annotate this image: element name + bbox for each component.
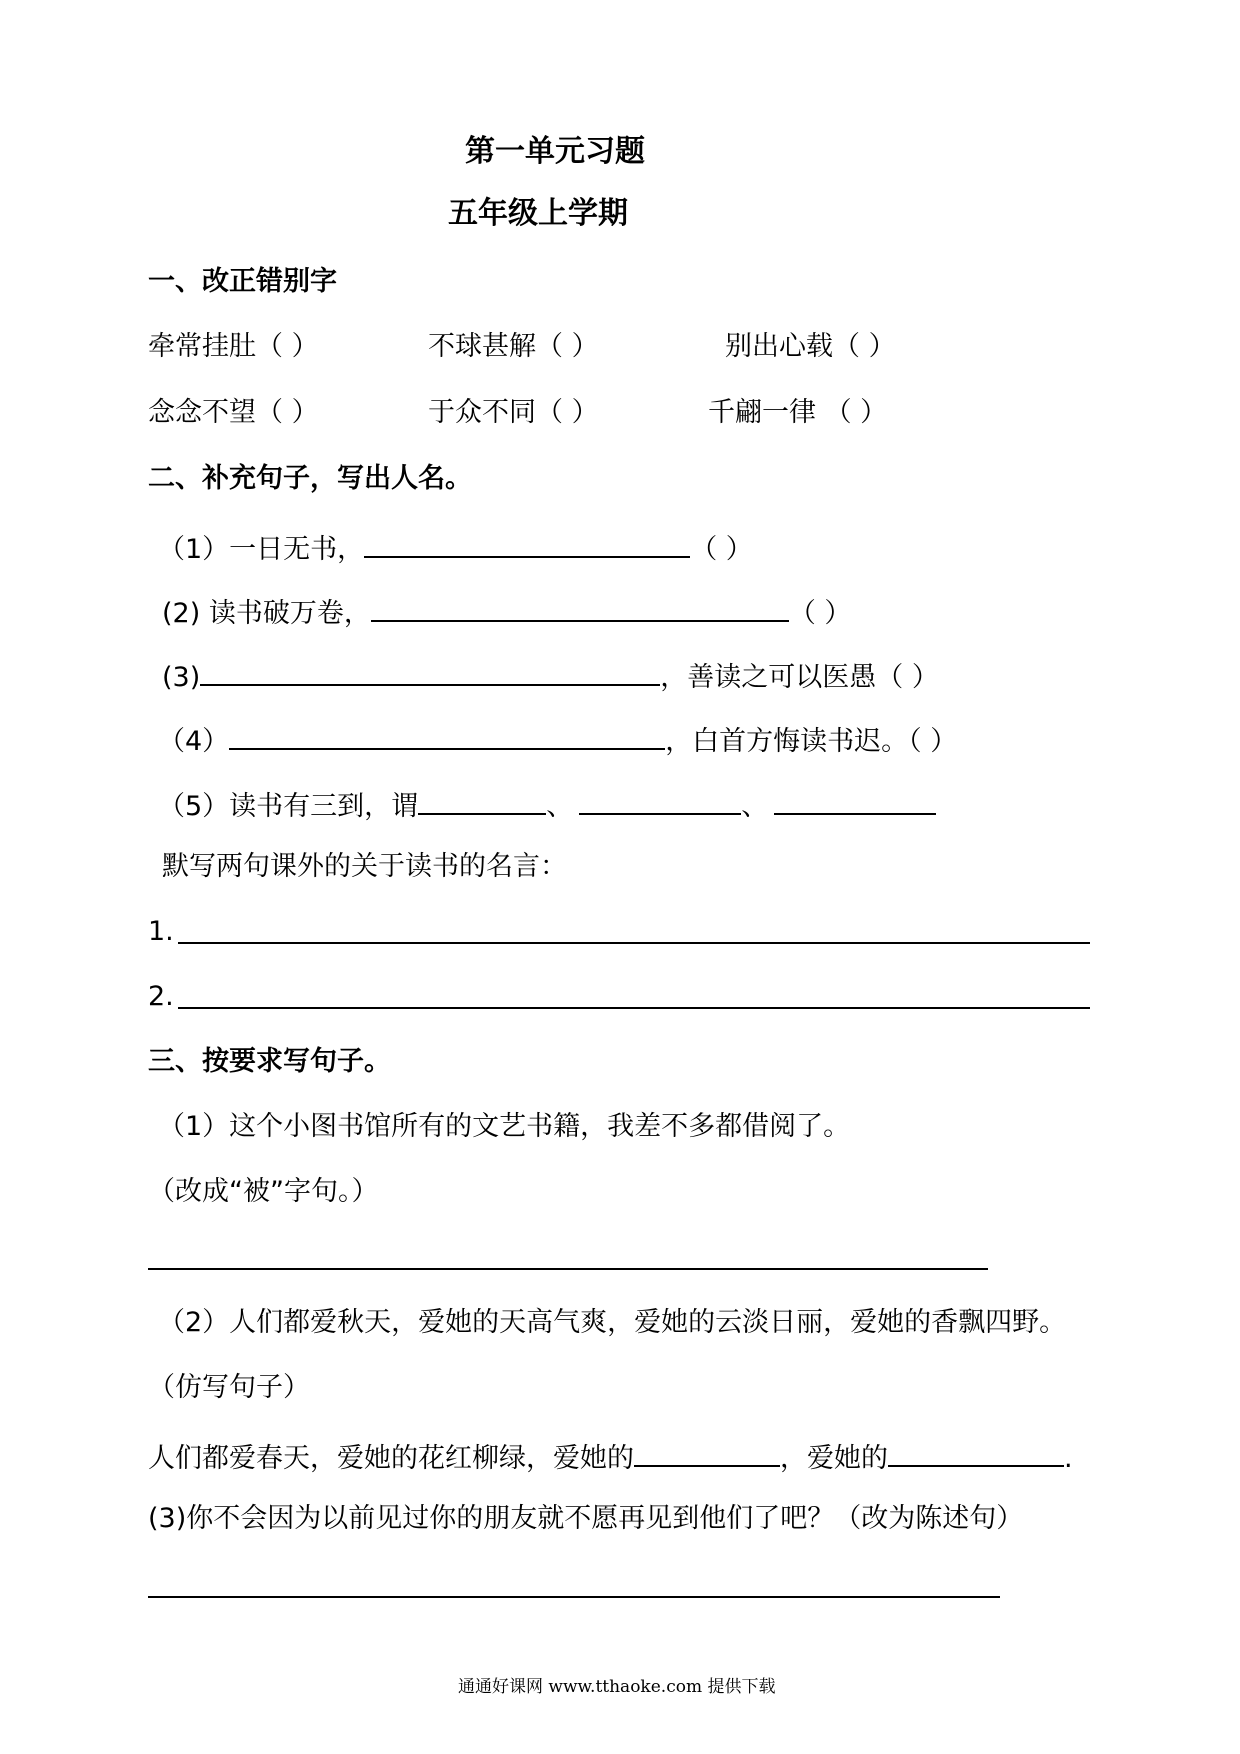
answer-line[interactable] [178,1007,1090,1009]
fill-item-5-sep2: 、 [741,791,769,822]
answer-blank[interactable] [634,1437,780,1467]
answer-line[interactable] [178,942,1090,944]
fill-item-3 [162,656,939,695]
quote-2-label: 2. [148,981,174,1012]
fill-item-1-prefix: （1）一日无书， [158,534,365,565]
section3-heading: 三、按要求写句子。 [148,1046,391,1077]
section1-heading: 一、改正错别字 [148,266,337,297]
question-2-model-end: . [1064,1443,1073,1474]
fill-item-3-prefix: (3) [162,662,201,693]
answer-blank[interactable] [371,592,789,622]
answer-blank[interactable] [888,1437,1064,1467]
typo-item-1: 牵常挂肚（ ） [148,331,319,362]
fill-item-1 [158,528,753,567]
question-1-requirement: （改成“被”字句。） [148,1176,379,1207]
fill-item-2 [162,592,851,631]
question-2-model-part1: 人们都爱春天，爱她的花红柳绿，爱她的 [148,1443,634,1474]
typo-item-6: 千翩一律 （ ） [708,397,888,428]
fill-item-1-suffix: （ ） [690,534,753,565]
fill-item-4-suffix: ，白首方悔读书迟。（ ） [665,726,958,757]
typo-item-3: 别出心载（ ） [725,331,896,362]
answer-blank[interactable] [364,528,690,558]
fill-item-4-prefix: （4） [158,726,230,757]
fill-item-5-prefix: （5）读书有三到，谓 [158,791,419,822]
fill-item-5 [158,785,936,824]
question-1: （1）这个小图书馆所有的文艺书籍，我差不多都借阅了。 [158,1111,851,1142]
answer-blank[interactable] [200,656,660,686]
section2-heading: 二、补充句子，写出人名。 [148,463,472,494]
quotes-prompt: 默写两句课外的关于读书的名言： [162,851,567,882]
page-title: 第一单元习题 [465,134,645,169]
answer-blank[interactable] [418,785,546,815]
question-2: （2）人们都爱秋天，爱她的天高气爽，爱她的云淡日丽，爱她的香飘四野。 [158,1307,1067,1338]
answer-blank[interactable] [579,785,741,815]
question-3: (3)你不会因为以前见过你的朋友就不愿再见到他们了吧？（改为陈述句） [148,1503,1024,1534]
question-2-model-part2: ，爱她的 [780,1443,888,1474]
typo-item-2: 不球甚解（ ） [428,331,599,362]
answer-blank[interactable] [774,785,936,815]
answer-line[interactable] [148,1596,1000,1598]
typo-item-5: 于众不同（ ） [428,397,599,428]
page-subtitle: 五年级上学期 [448,196,628,231]
typo-item-4: 念念不望（ ） [148,397,319,428]
fill-item-3-suffix: ，善读之可以医愚（ ） [660,662,939,693]
fill-item-4 [158,720,957,759]
quote-1-label: 1. [148,916,174,947]
answer-blank[interactable] [229,720,665,750]
footer-text: 通通好课网 www.tthaoke.com 提供下载 [458,1677,776,1697]
question-2-requirement: （仿写句子） [148,1372,310,1403]
answer-line[interactable] [148,1268,988,1270]
question-2-model [148,1437,1073,1476]
fill-item-2-prefix: (2) 读书破万卷， [162,598,371,629]
fill-item-5-sep1: 、 [546,791,574,822]
fill-item-2-suffix: （ ） [788,598,852,629]
